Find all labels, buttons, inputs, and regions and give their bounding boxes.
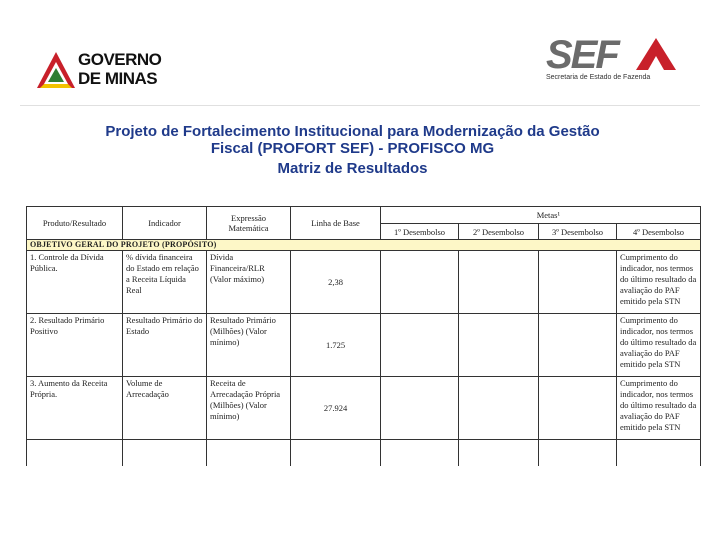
cell-desembolso-1 bbox=[381, 251, 459, 314]
cell-indicador: % dívida financeira do Estado em relação a Receita Líquida Real bbox=[123, 251, 207, 314]
sef-logo bbox=[540, 36, 690, 100]
cell-indicador: Resultado Primário do Estado bbox=[123, 314, 207, 377]
cell-desembolso-4: Cumprimento do indicador, nos termos do último resultado da avaliação do PAF emitido pela STN bbox=[617, 251, 701, 314]
cell-expressao: Dívida Financeira/RLR (Valor máximo) bbox=[207, 251, 291, 314]
minas-triangle-icon bbox=[36, 50, 76, 90]
table-row bbox=[27, 377, 701, 440]
objective-label: OBJETIVO GERAL DO PROJETO (PROPÓSITO) bbox=[27, 240, 701, 251]
title-line-2: Fiscal (PROFORT SEF) - PROFISCO MG bbox=[210, 140, 495, 157]
cell-produto: 3. Aumento da Receita Própria. bbox=[27, 377, 123, 440]
table-row-continuation bbox=[27, 440, 701, 467]
table-row bbox=[27, 251, 701, 314]
governo-de-minas-logo bbox=[36, 46, 162, 96]
header-linha-base: Linha de Base bbox=[291, 207, 381, 240]
objective-row bbox=[27, 240, 701, 251]
cell-linha-base: 1.725 bbox=[291, 314, 381, 377]
cell-desembolso-2 bbox=[459, 377, 539, 440]
header-indicador: Indicador bbox=[123, 207, 207, 240]
header-divider bbox=[20, 105, 700, 106]
title-line-1: Projeto de Fortalecimento Institucional para Modernização da Gestão bbox=[105, 123, 600, 140]
cell-desembolso-1 bbox=[381, 314, 459, 377]
cell-expressao: Resultado Primário (Milhões) (Valor mínimo) bbox=[207, 314, 291, 377]
header-desembolso-3: 3º Desembolso bbox=[539, 224, 617, 240]
title-block bbox=[0, 123, 705, 177]
table-row bbox=[27, 314, 701, 377]
cell-desembolso-3 bbox=[539, 314, 617, 377]
cell-desembolso-2 bbox=[459, 251, 539, 314]
header-desembolso-2: 2º Desembolso bbox=[459, 224, 539, 240]
cell-linha-base: 2,38 bbox=[291, 251, 381, 314]
header-produto: Produto/Resultado bbox=[27, 207, 123, 240]
header-desembolso-4: 4º Desembolso bbox=[617, 224, 701, 240]
sef-caption: Secretaria de Estado de Fazenda bbox=[546, 74, 651, 81]
cell-desembolso-3 bbox=[539, 251, 617, 314]
cell-produto: 2. Resultado Primário Positivo bbox=[27, 314, 123, 377]
logo-line-governo: GOVERNO bbox=[78, 50, 162, 69]
cell-desembolso-1 bbox=[381, 377, 459, 440]
sef-wordmark-icon bbox=[544, 36, 684, 72]
cell-produto: 1. Controle da Dívida Pública. bbox=[27, 251, 123, 314]
logo-line-minas: DE MINAS bbox=[78, 69, 158, 88]
cell-desembolso-2 bbox=[459, 314, 539, 377]
cell-linha-base: 27.924 bbox=[291, 377, 381, 440]
header-metas: Metas¹ bbox=[381, 207, 701, 224]
header-expressao: Expressão Matemática bbox=[207, 207, 291, 240]
cell-indicador: Volume de Arrecadação bbox=[123, 377, 207, 440]
cell-expressao: Receita de Arrecadação Própria (Milhões) (Valor mínimo) bbox=[207, 377, 291, 440]
results-matrix-table bbox=[26, 206, 701, 466]
cell-desembolso-4: Cumprimento do indicador, nos termos do último resultado da avaliação do PAF emitido pela STN bbox=[617, 314, 701, 377]
cell-desembolso-3 bbox=[539, 377, 617, 440]
table-header-row bbox=[27, 207, 701, 224]
header-desembolso-1: 1º Desembolso bbox=[381, 224, 459, 240]
title-line-3: Matriz de Resultados bbox=[277, 160, 428, 177]
svg-text:SEF: SEF bbox=[546, 36, 618, 72]
cell-desembolso-4: Cumprimento do indicador, nos termos do último resultado da avaliação do PAF emitido pela STN bbox=[617, 377, 701, 440]
